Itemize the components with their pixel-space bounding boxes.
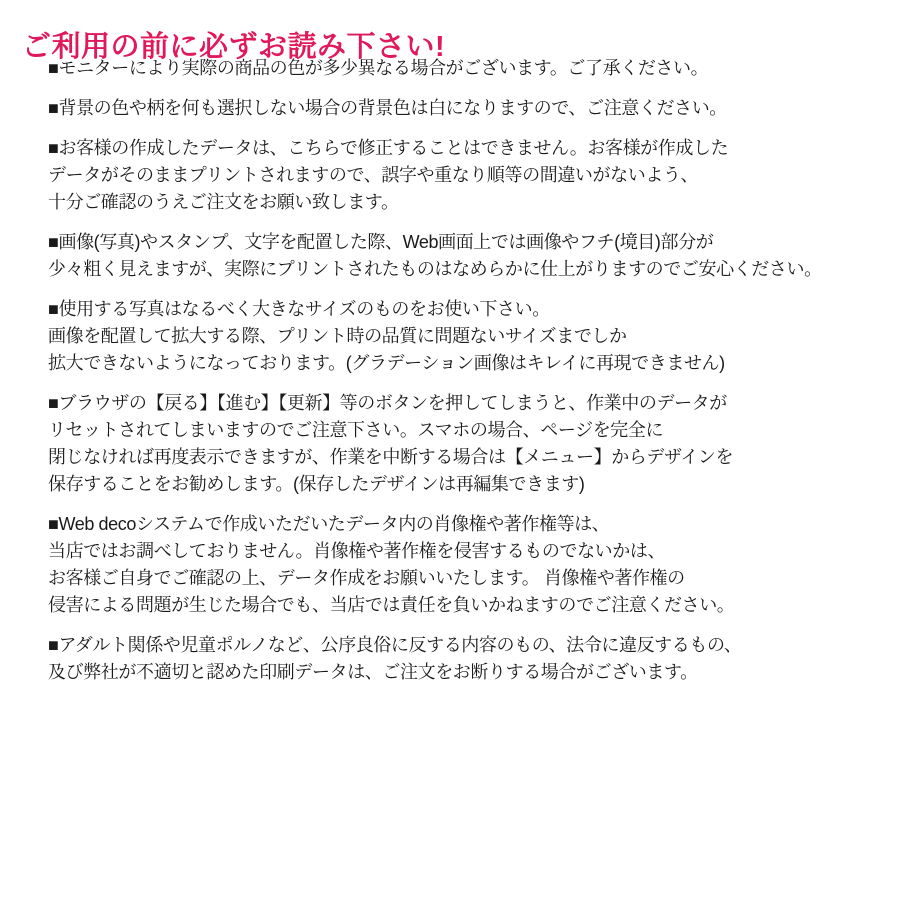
notice-line: ■背景の色や柄を何も選択しない場合の背景色は白になりますので、ご注意ください。 — [48, 98, 727, 118]
notice-body — [48, 55, 860, 699]
notice-line: ■お客様の作成したデータは、こちらで修正することはできません。お客様が作成した — [48, 138, 729, 158]
notice-line: ■ブラウザの【戻る】【進む】【更新】等のボタンを押してしまうと、作業中のデータが — [48, 393, 727, 413]
notice-line: ■Web decoシステムで作成いただいたデータ内の肖像権や著作権等は、 — [48, 514, 610, 534]
notice-paragraph — [48, 55, 860, 82]
notice-paragraph — [48, 390, 860, 498]
notice-paragraph — [48, 229, 860, 283]
notice-line: リセットされてしまいますのでご注意下さい。スマホの場合、ページを完全に — [48, 420, 664, 440]
notice-line: 少々粗く見えますが、実際にプリントされたものはなめらかに仕上がりますのでご安心ください。 — [48, 259, 822, 279]
notice-paragraph — [48, 511, 860, 619]
notice-paragraph — [48, 296, 860, 377]
notice-line: 及び弊社が不適切と認めた印刷データは、ご注文をお断りする場合がございます。 — [48, 662, 698, 682]
notice-line: 画像を配置して拡大する際、プリント時の品質に問題ないサイズまでしか — [48, 326, 627, 346]
notice-line: 保存することをお勧めします。(保存したデザインは再編集できます) — [48, 474, 585, 494]
notice-line: ■画像(写真)やスタンプ、文字を配置した際、Web画面上では画像やフチ(境目)部分が — [48, 232, 714, 252]
notice-line: お客様ご自身でご確認の上、データ作成をお願いいたします。 肖像権や著作権の — [48, 568, 685, 588]
notice-paragraph — [48, 135, 860, 216]
notice-line: 十分ご確認のうえご注文をお願い致します。 — [48, 192, 399, 212]
notice-line: 拡大できないようになっております。(グラデーション画像はキレイに再現できません) — [48, 353, 725, 373]
notice-line: ■アダルト関係や児童ポルノなど、公序良俗に反する内容のもの、法令に違反するもの、 — [48, 635, 742, 655]
notice-line: ■モニターにより実際の商品の色が多少異なる場合がございます。ご了承ください。 — [48, 58, 709, 78]
notice-line: 閉じなければ再度表示できますが、作業を中断する場合は【メニュー】からデザインを — [48, 447, 734, 467]
notice-paragraph — [48, 632, 860, 686]
notice-line: データがそのままプリントされますので、誤字や重なり順等の間違いがないよう、 — [48, 165, 699, 185]
notice-line: 侵害による問題が生じた場合でも、当店では責任を負いかねますのでご注意ください。 — [48, 595, 735, 615]
notice-paragraph — [48, 95, 860, 122]
notice-line: ■使用する写真はなるべく大きなサイズのものをお使い下さい。 — [48, 299, 550, 319]
page-title: ご利用の前に必ずお読み下さい! — [22, 31, 446, 64]
notice-line: 当店ではお調べしておりません。肖像権や著作権を侵害するものでないかは、 — [48, 541, 666, 561]
